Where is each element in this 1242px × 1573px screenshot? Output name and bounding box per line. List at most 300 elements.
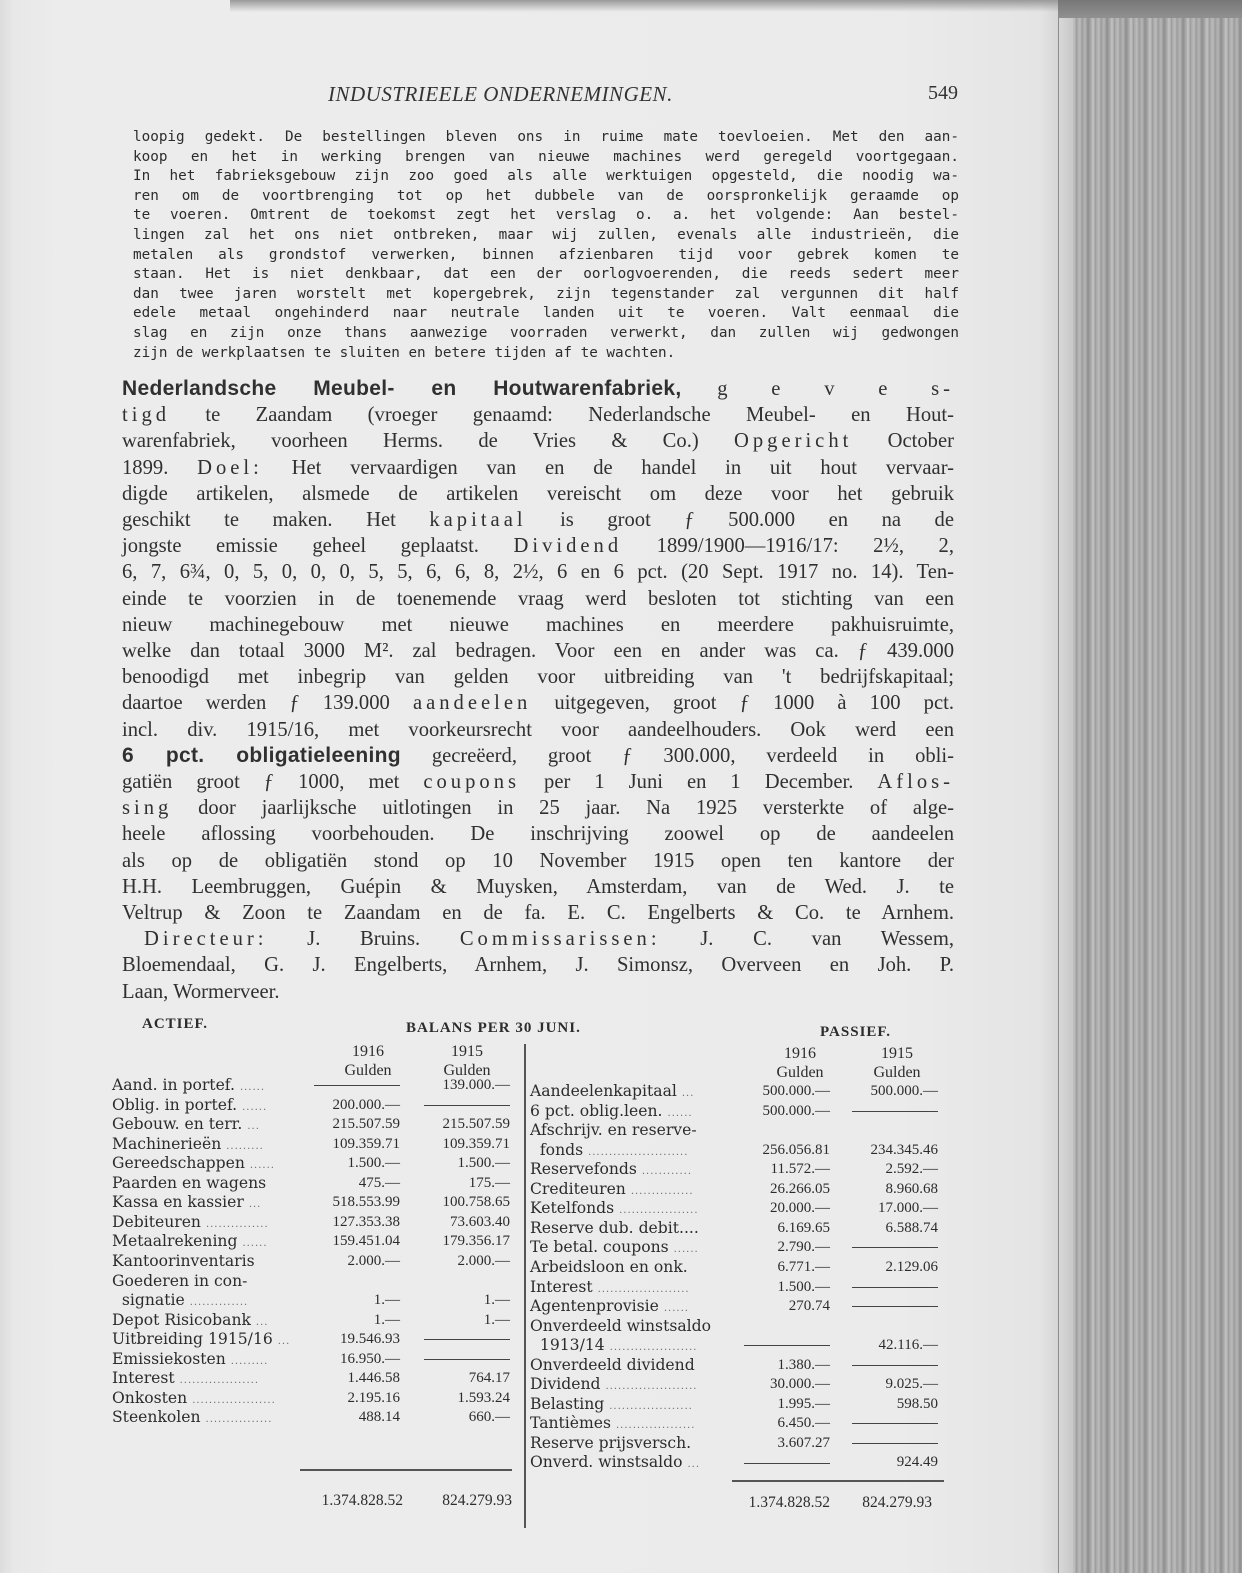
text-line (122, 690, 954, 716)
text-run: H.H. Leembruggen, Guépin & Muysken, Amsterdam, van de Wed. J. te (122, 875, 954, 898)
value-1916: 3.607.27 (777, 1434, 830, 1451)
label-text: Afschrijv. en reserve- (530, 1121, 697, 1140)
value-1915: 8.960.68 (885, 1180, 938, 1197)
row-label (530, 1238, 699, 1260)
value-1915: 109.359.71 (442, 1135, 510, 1152)
value-1915: 17.000.— (878, 1200, 938, 1217)
spaced-keyword: coupons (423, 771, 521, 794)
row-label (112, 1135, 264, 1157)
value-1916: 19.546.93 (340, 1331, 400, 1348)
actief-col-1915-header (427, 1042, 507, 1080)
spaced-keyword: Dividend (513, 535, 623, 558)
row-label (112, 1193, 261, 1215)
passief-row (530, 1317, 940, 1337)
passief-row (530, 1434, 940, 1454)
actief-total-1915: 824.279.93 (442, 1492, 512, 1509)
leader-dots: ................... (619, 1205, 699, 1217)
value-1916: 488.14 (358, 1409, 400, 1426)
leader-dots: .................... (192, 1394, 276, 1406)
row-label (530, 1160, 692, 1182)
spaced-keyword: Opgericht (734, 430, 853, 453)
value-1916: 1.500.— (777, 1278, 830, 1295)
row-label (112, 1291, 248, 1313)
spaced-keyword: g e v e s- (717, 378, 954, 400)
currency-label: Gulden (344, 1062, 392, 1079)
text-run: incl. div. 1915/16, met voorkeursrecht voor aandeelhouders. Ook werd een (122, 718, 954, 741)
text-run: door jaarlijksche uitlotingen in 25 jaar. Na 1925 versterkte of alge- (172, 797, 954, 820)
passief-row (530, 1199, 940, 1219)
text-line (122, 507, 954, 533)
company-name: Nederlandsche Meubel- en Houtwarenfabriek, (122, 377, 682, 400)
actief-row (112, 1369, 512, 1389)
value-1916: 26.266.05 (770, 1180, 830, 1197)
row-label (530, 1121, 697, 1143)
passief-row (530, 1121, 940, 1141)
passief-row (530, 1336, 940, 1356)
book-page-edges (1058, 18, 1242, 1573)
company-entry (122, 376, 954, 1005)
value-1915: 500.000.— (870, 1083, 938, 1099)
row-label (530, 1317, 711, 1339)
text-run: J. C. van Wessem, (660, 928, 954, 951)
text-line: te voeren. Omtrent de toekomst zegt het verslag o. a. het volgende: Aan bestel- (133, 207, 959, 224)
passief-row (530, 1375, 940, 1395)
row-label (530, 1278, 690, 1300)
passief-heading: PASSIEF. (820, 1024, 891, 1040)
label-text: Onverdeeld winstsaldo (530, 1316, 711, 1335)
nil-dash (424, 1359, 510, 1360)
value-1915: 9.025.— (885, 1376, 938, 1393)
row-label (112, 1350, 268, 1372)
leader-dots: ................... (616, 1420, 696, 1432)
label-text: signatie (112, 1291, 185, 1310)
leader-dots: ...... (242, 1101, 268, 1113)
text-line (122, 743, 954, 769)
value-1915: 1.— (483, 1292, 510, 1309)
text-line (122, 586, 954, 612)
text-line (122, 455, 954, 481)
passief-row (530, 1356, 940, 1376)
actief-row (112, 1115, 512, 1135)
leader-dots: ... (255, 1316, 269, 1328)
value-1916: 6.771.— (777, 1258, 830, 1275)
text-line: lingen zal het ons niet ontbreken, maar wij zullen, evenals alle industrieën, die (133, 226, 959, 243)
actief-row (112, 1193, 512, 1213)
value-1916: 500.000.— (762, 1083, 830, 1099)
actief-col-1916-header (328, 1042, 408, 1080)
text-run: Veltrup & Zoon te Zaandam en de fa. E. C. Engelberts & Co. te Arnhem. (122, 902, 954, 925)
label-text: Aandeelenkapitaal (530, 1082, 677, 1100)
nil-dash (424, 1339, 510, 1340)
text-line: zijn de werkplaatsen te sluiten en betere tijden af te wachten. (133, 344, 676, 361)
text-run: Bloemendaal, G. J. Engelberts, Arnhem, J. Simonsz, Overveen en Joh. P. (122, 954, 954, 977)
value-1916: 1.446.58 (347, 1370, 400, 1387)
value-1916: 2.195.16 (347, 1389, 400, 1406)
passief-row (530, 1297, 940, 1317)
actief-row (112, 1389, 512, 1409)
nil-dash (852, 1247, 938, 1248)
row-label (112, 1389, 276, 1411)
text-run: October (852, 430, 954, 453)
row-label (112, 1154, 275, 1176)
text-line (122, 848, 954, 874)
label-text: Crediteuren (530, 1179, 626, 1198)
value-1916: 159.451.04 (332, 1233, 400, 1250)
year-label: 1915 (451, 1043, 483, 1060)
leader-dots: ...................... (597, 1283, 690, 1295)
leader-dots: ................ (205, 1414, 273, 1426)
row-label (530, 1102, 693, 1124)
value-1916: 500.000.— (762, 1102, 830, 1119)
actief-row (112, 1174, 512, 1194)
spaced-keyword: tigd (122, 404, 171, 427)
value-1915 (422, 1330, 510, 1350)
leader-dots: ...... (673, 1244, 699, 1256)
row-label (112, 1213, 269, 1235)
value-1915: 139.000.— (442, 1077, 510, 1093)
actief-row (112, 1311, 512, 1331)
balance-title: BALANS PER 30 JUNI. (406, 1020, 581, 1036)
text-line (122, 402, 954, 428)
label-text: Emissiekosten (112, 1349, 226, 1368)
nil-dash (852, 1287, 938, 1288)
row-label (530, 1453, 700, 1475)
leader-dots: ...... (242, 1238, 268, 1250)
label-text: 6 pct. oblig.leen. (530, 1101, 663, 1120)
row-label (530, 1258, 688, 1280)
value-1915: 100.758.65 (442, 1194, 510, 1211)
text-run: einde te voorzien in de toenemende vraag werd besloten tot stichting van een (122, 587, 954, 610)
value-1916: 256.056.81 (762, 1141, 830, 1158)
text-run: te Zaandam (vroeger genaamd: Nederlandsche Meubel- en Hout- (170, 404, 954, 427)
row-label (530, 1356, 695, 1378)
leader-dots: ... (248, 1199, 262, 1211)
text-run: Het vervaardigen van en de handel in uit hout vervaar- (262, 456, 954, 479)
label-text: Aand. in portef. (112, 1076, 235, 1094)
value-1915: 598.50 (896, 1395, 938, 1412)
nil-dash (744, 1345, 830, 1346)
text-line (122, 874, 954, 900)
label-text: Kantoorinventaris (112, 1251, 255, 1270)
text-run: uitgegeven, groot ƒ 1000 à 100 pct. (531, 692, 954, 715)
nil-dash (424, 1105, 510, 1106)
text-line: loopig gedekt. De bestellingen bleven ons in ruime mate toevloeien. Met den aan- (133, 129, 959, 145)
value-1915: 764.17 (468, 1370, 510, 1387)
leader-dots: ................... (179, 1375, 260, 1387)
passief-total-1916: 1.374.828.52 (748, 1494, 830, 1511)
value-1915 (850, 1356, 938, 1376)
page-fold (1058, 18, 1073, 1573)
value-1916: 20.000.— (770, 1200, 830, 1217)
value-1916: 1.— (373, 1311, 400, 1328)
row-label (112, 1115, 260, 1137)
nil-dash (852, 1423, 938, 1424)
label-text: Depot Risicobank (112, 1310, 251, 1329)
label-text: Interest (112, 1369, 175, 1388)
actief-row (112, 1213, 512, 1233)
row-label (530, 1336, 697, 1358)
value-1916: 1.— (373, 1292, 400, 1309)
leader-dots: ... (687, 1459, 701, 1471)
nil-dash (852, 1365, 938, 1366)
actief-sum-rule (300, 1469, 512, 1471)
text-line: In het fabrieksgebouw zijn zoo goed als alle werktuigen opgesteld, die noodig wa- (133, 168, 959, 185)
row-label (530, 1180, 694, 1202)
column-divider (524, 1044, 526, 1528)
label-text: Reserve prijsversch. (530, 1433, 692, 1452)
label-text: Machinerieën (112, 1134, 222, 1153)
leader-dots: ... (277, 1336, 291, 1348)
value-1915 (850, 1278, 938, 1298)
nil-dash (314, 1085, 400, 1086)
passief-col-1915-header (857, 1044, 937, 1082)
value-1915: 1.— (483, 1311, 510, 1328)
text-run: is groot ƒ 500.000 en na de (526, 509, 954, 532)
label-text: Reserve dub. debit.... (530, 1218, 699, 1237)
value-1916: 475.— (358, 1174, 400, 1191)
actief-row (112, 1350, 512, 1370)
text-run: geschikt te maken. Het (122, 509, 430, 532)
label-text: Gebouw. en terr. (112, 1115, 243, 1134)
actief-row (112, 1154, 512, 1174)
value-1915: 1.593.24 (457, 1389, 510, 1406)
row-label (112, 1272, 247, 1294)
value-1916: 2.790.— (777, 1239, 830, 1256)
text-line (122, 428, 954, 454)
row-label (112, 1096, 267, 1118)
leader-dots: ............ (641, 1166, 693, 1178)
spaced-keyword: Commissarissen: (459, 928, 661, 951)
text-line (122, 979, 954, 1005)
value-1915 (850, 1414, 938, 1434)
label-text: Oblig. in portef. (112, 1095, 238, 1114)
row-label (112, 1232, 268, 1254)
actief-row (112, 1076, 512, 1096)
row-label (112, 1076, 265, 1098)
text-line (122, 717, 954, 743)
text-run: gecreëerd, groot ƒ 300.000, verdeeld in obli- (400, 744, 954, 767)
text-run: jongste emissie geheel geplaatst. (122, 535, 514, 558)
spaced-keyword: Doel: (197, 456, 263, 479)
leader-dots: ...................... (605, 1381, 698, 1393)
value-1916: 16.950.— (340, 1350, 400, 1367)
value-1915 (422, 1096, 510, 1116)
text-line: ren om de voortbrenging tot op het dubbele van de oorspronkelijk geraamde op (133, 187, 959, 204)
value-1916: 1.995.— (777, 1395, 830, 1412)
passief-row (530, 1395, 940, 1415)
leader-dots: ..................... (609, 1342, 698, 1354)
row-label (530, 1297, 689, 1319)
row-label (530, 1434, 691, 1456)
leader-dots: ... (681, 1088, 695, 1099)
text-line (122, 900, 954, 926)
row-label (530, 1375, 697, 1397)
actief-row (112, 1232, 512, 1252)
spaced-keyword: sing (122, 797, 173, 820)
label-text: 1913/14 (530, 1336, 605, 1355)
row-label (112, 1174, 266, 1196)
label-text: Steenkolen (112, 1408, 201, 1427)
value-1916: 30.000.— (770, 1376, 830, 1393)
preceding-paragraph (133, 128, 959, 363)
balance-sheet (112, 1014, 952, 1514)
label-text: Arbeidsloon en onk. (530, 1257, 688, 1276)
currency-label: Gulden (776, 1064, 824, 1081)
leader-dots: ...... (239, 1082, 266, 1093)
label-text: Goederen in con- (112, 1271, 248, 1290)
value-1915 (422, 1350, 510, 1370)
actief-row (112, 1330, 512, 1350)
value-1915: 2.129.06 (885, 1258, 938, 1275)
value-1915: 2.000.— (457, 1252, 510, 1269)
currency-label: Gulden (443, 1062, 491, 1079)
label-text: Onkosten (112, 1388, 188, 1407)
text-run: 1899. (122, 456, 198, 479)
text-line (122, 638, 954, 664)
value-1916: 215.507.59 (332, 1116, 400, 1133)
leader-dots: ............... (205, 1218, 269, 1230)
passief-row (530, 1102, 940, 1122)
value-1915: 215.507.59 (442, 1116, 510, 1133)
text-line (122, 559, 954, 585)
text-run: warenfabriek, voorheen Herms. de Vries & Co.) (122, 430, 734, 453)
passief-row (530, 1141, 940, 1161)
label-text: Tantièmes (530, 1414, 612, 1433)
text-run: heele aflossing voorbehouden. De inschrijving zoowel op de aandeelen (122, 823, 954, 846)
text-line (122, 769, 954, 795)
label-text: Metaalrekening (112, 1232, 238, 1251)
leader-dots: ............... (630, 1185, 694, 1197)
passief-row (530, 1258, 940, 1278)
row-label (112, 1330, 290, 1352)
spaced-keyword: aandeelen (412, 692, 532, 715)
passief-row (530, 1180, 940, 1200)
label-text: Agentenprovisie (530, 1297, 659, 1316)
spaced-keyword: kapitaal (429, 509, 527, 532)
value-1915: 73.603.40 (450, 1213, 510, 1230)
text-run: per 1 Juni en 1 December. (520, 771, 878, 794)
nil-dash (852, 1443, 938, 1444)
running-title: INDUSTRIEELE ONDERNEMINGEN. (328, 82, 673, 106)
passief-row (530, 1082, 940, 1102)
label-text: Reservefonds (530, 1160, 637, 1179)
value-1916: 109.359.71 (332, 1135, 400, 1152)
year-label: 1916 (784, 1045, 816, 1062)
text-run: benoodigd met inbegrip van gelden voor uitbreiding van 't bedrijfskapitaal; (122, 666, 954, 689)
leader-dots: ... (247, 1121, 260, 1133)
leader-dots: ...... (249, 1160, 275, 1172)
row-label (530, 1141, 688, 1163)
value-1916 (742, 1336, 830, 1356)
text-line: koop en het in werking brengen van nieuwe machines werd geregeld voortgegaan. (133, 148, 959, 165)
leader-dots: ...... (663, 1303, 689, 1315)
value-1916: 127.353.38 (332, 1213, 400, 1230)
value-1916 (742, 1453, 830, 1473)
actief-row (112, 1252, 512, 1272)
value-1916: 6.169.65 (777, 1219, 830, 1236)
label-text: Debiteuren (112, 1212, 201, 1231)
leader-dots: ...... (667, 1107, 693, 1119)
text-run: 1899/1900—1916/17: 2½, 2, (622, 535, 954, 558)
value-1915: 1.500.— (457, 1155, 510, 1172)
passief-row (530, 1278, 940, 1298)
label-text: Interest (530, 1277, 593, 1296)
value-1916: 270.74 (788, 1298, 830, 1315)
leader-dots: .............. (189, 1297, 249, 1309)
text-line (122, 533, 954, 559)
label-text: Onverdeeld dividend (530, 1355, 695, 1374)
bold-keyword: 6 pct. obligatieleening (122, 743, 401, 767)
text-line: staan. Het is niet denkbaar, dat een der oorlogvoerenden, die reeds sedert meer (133, 266, 959, 283)
page-number: 549 (928, 82, 958, 104)
text-run: daartoe werden ƒ 139.000 (122, 692, 413, 715)
text-run: 6, 7, 6¾, 0, 5, 0, 0, 0, 5, 5, 6, 6, 8, 2½, 6 en 6 pct. (20 Sept. 1917 no. 14). Ten- (122, 561, 954, 584)
value-1915: 2.592.— (885, 1161, 938, 1178)
passief-col-1916-header (760, 1044, 840, 1082)
text-run: als op de obligatiën stond op 10 November 1915 open ten kantore der (122, 849, 954, 872)
value-1916: 6.450.— (777, 1415, 830, 1432)
passief-sum-rule (732, 1480, 944, 1482)
row-label (530, 1395, 693, 1417)
value-1915 (850, 1434, 938, 1454)
passief-row (530, 1238, 940, 1258)
text-run: Laan, Wormerveer. (122, 980, 280, 1003)
row-label (530, 1414, 695, 1436)
year-label: 1916 (352, 1043, 384, 1060)
label-text: Kassa en kassier (112, 1193, 244, 1212)
label-text: fonds (530, 1140, 584, 1159)
label-text: Onverd. winstsaldo (530, 1453, 683, 1472)
row-label (112, 1408, 272, 1430)
spaced-keyword: Directeur: (144, 928, 268, 951)
actief-row (112, 1408, 512, 1428)
text-run: gatiën groot ƒ 1000, met (122, 771, 424, 794)
nil-dash (744, 1463, 830, 1464)
value-1915: 924.49 (896, 1454, 938, 1471)
text-line: metalen als grondstof verwerken, binnen afzienbaren tijd voor gebrek komen te (133, 246, 959, 263)
leader-dots: ........................ (588, 1146, 689, 1158)
text-run: digde artikelen, alsmede de artikelen vereischt om deze voor het gebruik (122, 482, 954, 505)
value-1915 (850, 1238, 938, 1258)
label-text: Paarden en wagens (112, 1173, 267, 1192)
value-1915: 175.— (468, 1174, 510, 1191)
actief-row (112, 1272, 512, 1292)
actief-heading: ACTIEF. (142, 1016, 209, 1032)
passief-total-1915: 824.279.93 (862, 1494, 932, 1511)
text-run: welke dan totaal 3000 M². zal bedragen. Voor een en ander was ca. ƒ 439.000 (122, 640, 954, 663)
leader-dots: ......... (230, 1355, 269, 1367)
year-label: 1915 (881, 1045, 913, 1062)
spaced-keyword: Aflos- (877, 771, 954, 794)
leader-dots: .................... (609, 1400, 693, 1412)
actief-row (112, 1096, 512, 1116)
label-text: Belasting (530, 1394, 605, 1413)
label-text: Te betal. coupons (530, 1238, 669, 1257)
text-line (122, 481, 954, 507)
value-1915: 234.345.46 (870, 1141, 938, 1158)
text-line (122, 926, 954, 952)
text-run: nieuw machinegebouw met nieuwe machines en meerdere pakhuisruimte, (122, 613, 954, 636)
row-label (112, 1311, 268, 1333)
actief-row (112, 1291, 512, 1311)
value-1916: 11.572.— (770, 1161, 830, 1178)
row-label (112, 1252, 255, 1274)
value-1915 (850, 1297, 938, 1317)
text-line (122, 795, 954, 821)
text-line (122, 952, 954, 978)
text-line (122, 376, 954, 402)
actief-row (112, 1135, 512, 1155)
